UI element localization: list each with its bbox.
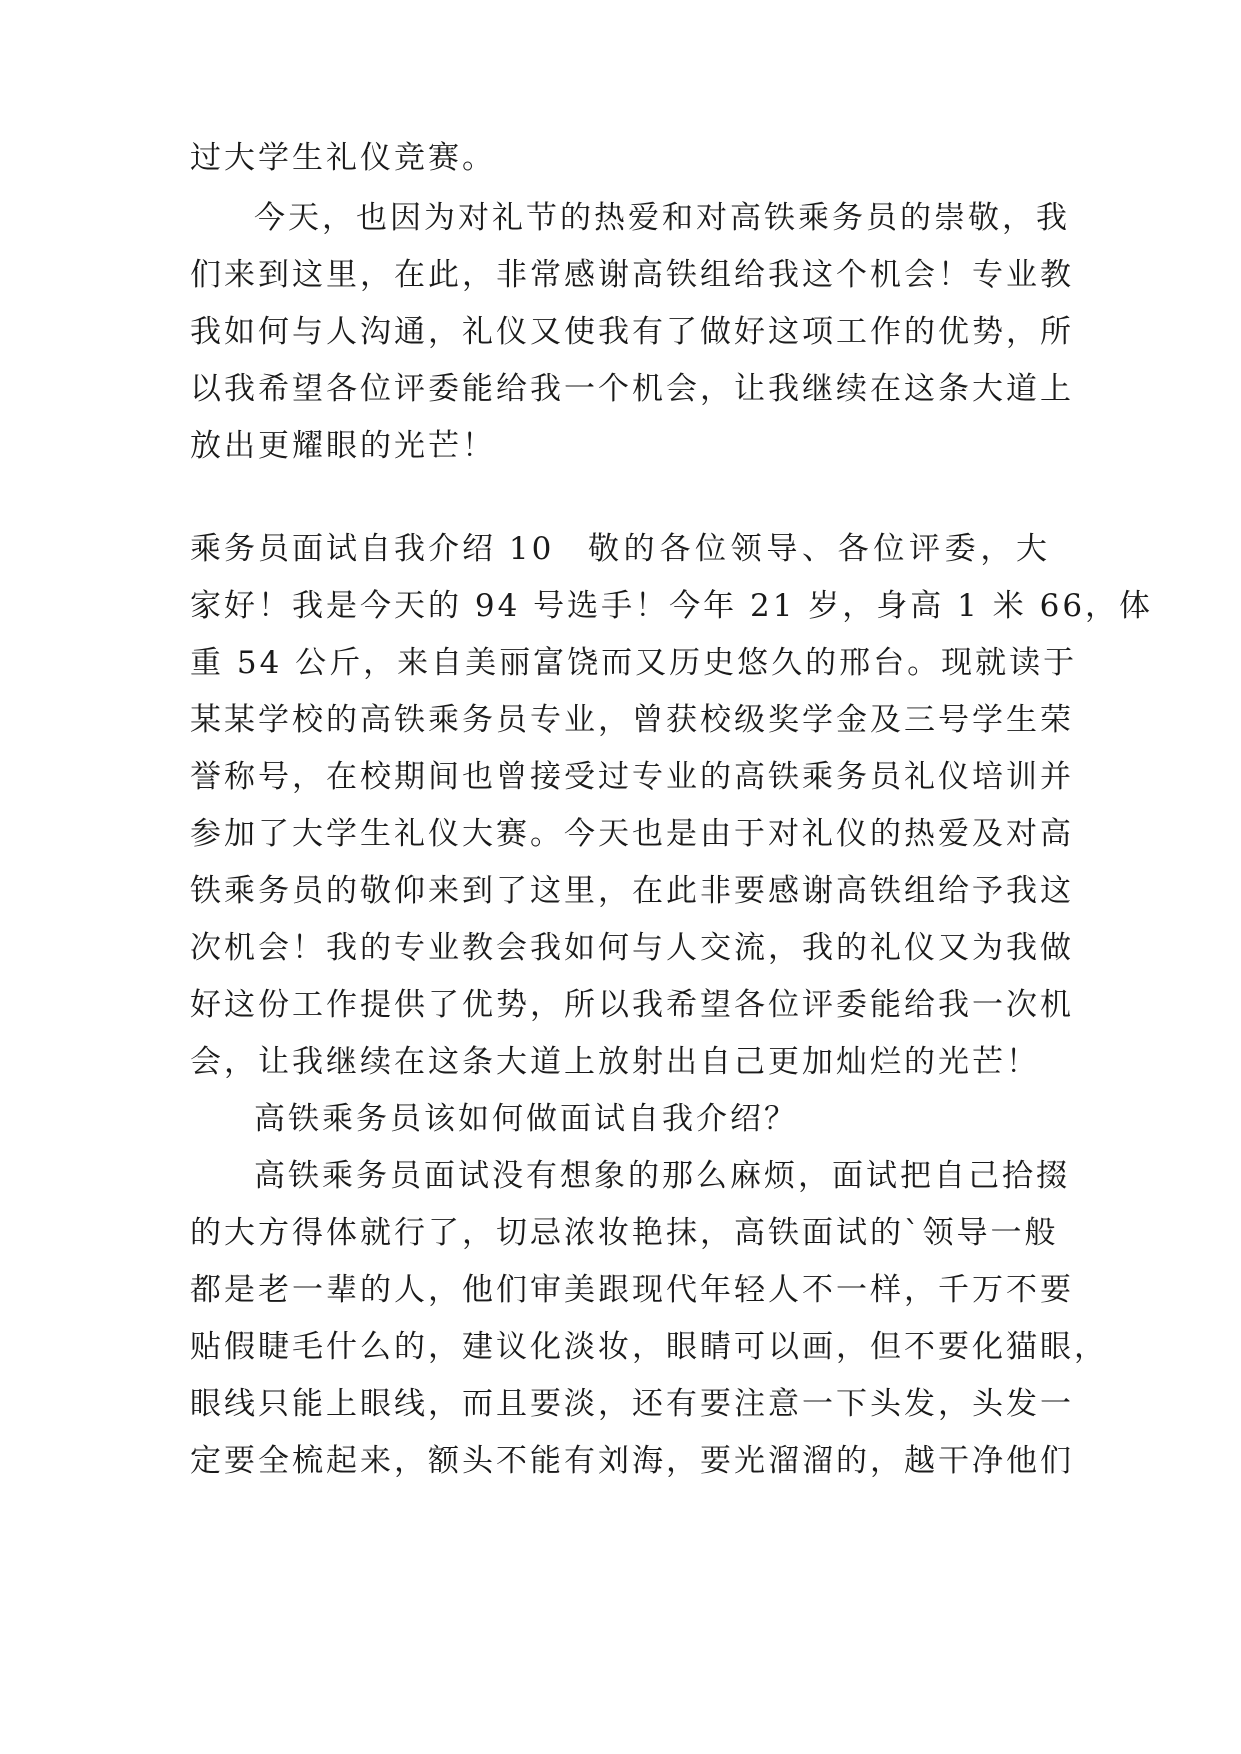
paragraph-line: 过大学生礼仪竞赛。	[190, 140, 496, 176]
paragraph-line: 高铁乘务员面试没有想象的那么麻烦，面试把自己拾掇	[254, 1158, 1070, 1194]
paragraph-line: 的大方得体就行了，切忌浓妆艳抹，高铁面试的`领导一般	[190, 1215, 1059, 1251]
paragraph-line: 会，让我继续在这条大道上放射出自己更加灿烂的光芒！	[190, 1044, 1040, 1080]
section-heading: 乘务员面试自我介绍 10	[190, 531, 555, 567]
paragraph-line: 们来到这里，在此，非常感谢高铁组给我这个机会！专业教	[190, 257, 1074, 293]
paragraph-line: 以我希望各位评委能给我一个机会，让我继续在这条大道上	[190, 371, 1074, 407]
paragraph-line: 誉称号，在校期间也曾接受过专业的高铁乘务员礼仪培训并	[190, 759, 1074, 795]
paragraph-line: 参加了大学生礼仪大赛。今天也是由于对礼仪的热爱及对高	[190, 816, 1074, 852]
paragraph-line: 都是老一辈的人，他们审美跟现代年轻人不一样，千万不要	[190, 1272, 1074, 1308]
section-heading: 高铁乘务员该如何做面试自我介绍？	[254, 1101, 798, 1137]
paragraph-line: 放出更耀眼的光芒！	[190, 428, 496, 464]
paragraph-line: 今天，也因为对礼节的热爱和对高铁乘务员的崇敬，我	[254, 200, 1070, 236]
paragraph-line: 家好！我是今天的 94 号选手！今年 21 岁，身高 1 米 66，体	[190, 588, 1154, 624]
paragraph-line: 铁乘务员的敬仰来到了这里，在此非要感谢高铁组给予我这	[190, 873, 1074, 909]
paragraph-line: 次机会！我的专业教会我如何与人交流，我的礼仪又为我做	[190, 930, 1074, 966]
paragraph-line: 贴假睫毛什么的，建议化淡妆，眼睛可以画，但不要化猫眼，	[190, 1329, 1108, 1365]
paragraph-line: 我如何与人沟通，礼仪又使我有了做好这项工作的优势，所	[190, 314, 1074, 350]
paragraph-line: 敬的各位领导、各位评委，大	[588, 531, 1050, 567]
paragraph-line: 眼线只能上眼线，而且要淡，还有要注意一下头发，头发一	[190, 1386, 1074, 1422]
paragraph-line: 重 54 公斤，来自美丽富饶而又历史悠久的邢台。现就读于	[190, 645, 1078, 681]
paragraph-line: 某某学校的高铁乘务员专业，曾获校级奖学金及三号学生荣	[190, 702, 1074, 738]
paragraph-line: 好这份工作提供了优势，所以我希望各位评委能给我一次机	[190, 987, 1074, 1023]
paragraph-line: 定要全梳起来，额头不能有刘海，要光溜溜的，越干净他们	[190, 1443, 1074, 1479]
